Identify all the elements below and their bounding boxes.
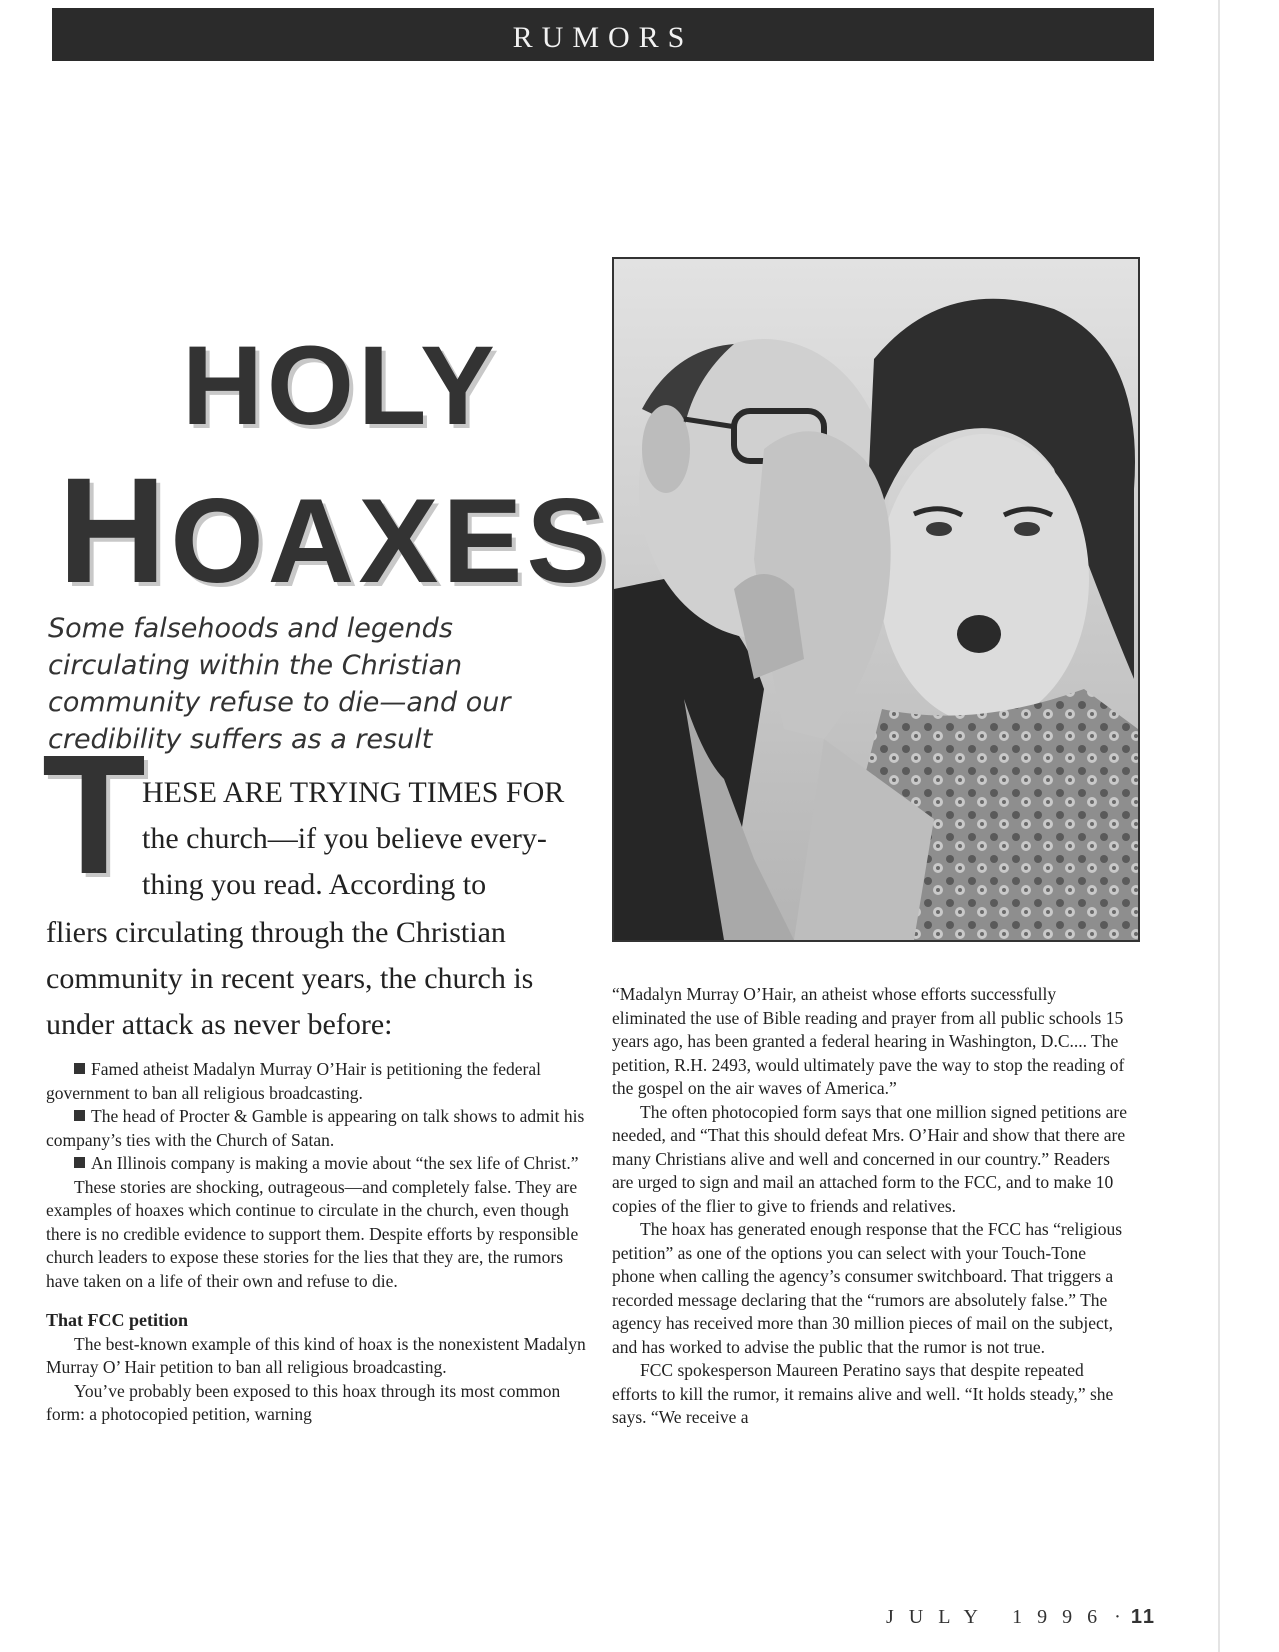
page-footer	[886, 1606, 1156, 1629]
bullet-text: Famed atheist Madalyn Murray O’Hair is petitioning the federal government to ban all religious broadcasting.	[46, 1059, 542, 1103]
paragraph: FCC spokesperson Maureen Peratino says that despite repeated efforts to kill the rumor, it remains alive and well. “It holds steady,” she says. “We receive a	[612, 1360, 1114, 1427]
page-number: 11	[1130, 1606, 1156, 1628]
paragraph: The hoax has generated enough response that the FCC has “religious petition” as one of the options you can select with your Touch-Tone phone when calling the agency’s consumer switchboard. That triggers a recorded message declaring that the “rumors are absolutely false.” The agency has received more than 30 million pieces of mail on the subject, and has worked to advise the public that the rumor is not true.	[612, 1219, 1123, 1357]
headline-line-1: HOLY	[182, 323, 499, 448]
whisper-photo	[612, 257, 1140, 942]
lead-text-part-1: HESE ARE TRYING TIMES FOR the church—if you believe everything you read. According to	[142, 776, 565, 901]
square-bullet-icon	[74, 1157, 85, 1168]
paragraph: The best-known example of this kind of hoax is the nonexistent Madalyn Murray O’ Hair petition to ban all religious broadcasting.	[46, 1333, 586, 1377]
subhead: That FCC petition	[46, 1310, 189, 1330]
square-bullet-icon	[74, 1110, 85, 1121]
square-bullet-icon	[74, 1063, 85, 1074]
paragraph: “Madalyn Murray O’Hair, an atheist whose efforts successfully eliminated the use of Bible reading and prayer from all public schools 15 years ago, has been granted a federal hearing in Washington, D.C.... The petition, R.H. 2493, would ultimately pave the way to stop the reading of the gospel on the air waves of America.”	[612, 984, 1125, 1098]
bullet-item	[46, 1105, 586, 1152]
bullet-text: The head of Procter & Gamble is appearing on talk shows to admit his company’s ties with the Church of Satan.	[46, 1106, 585, 1150]
drop-cap: T	[42, 720, 146, 910]
section-label: RUMORS	[512, 21, 694, 54]
lead-text-part-2: fliers circulating through the Christian community in recent years, the church is under attack as never before:	[46, 916, 534, 1041]
subtitle: Some falsehoods and legends circulating within the Christian community refuse to die—and our credibility suffers as a result	[48, 613, 511, 755]
bullet-text: An Illinois company is making a movie about “the sex life of Christ.”	[91, 1153, 579, 1173]
paragraph: You’ve probably been exposed to this hoax through its most common form: a photocopied petition, warning	[46, 1380, 561, 1424]
bullet-item	[46, 1058, 586, 1105]
body-column-2	[612, 983, 1132, 1430]
paragraph: The often photocopied form says that one million signed petitions are needed, and “That this should defeat Mrs. O’Hair and show that there are many Christians alive and well and concerned in our country.” Readers are urged to sign and mail an attached form to the FCC, and to make 10 copies of the flier to give to friends and relatives.	[612, 1101, 1127, 1216]
headline-initial: H	[58, 446, 171, 614]
paragraph: These stories are shocking, outrageous—and completely false. They are examples of hoaxes which continue to circulate in the church, even though there is no credible evidence to support them. Despite efforts by responsible church leaders to expose these stories for the lies that they are, the rumors have taken on a life of their own and refuse to die.	[46, 1176, 579, 1291]
body-column-1	[46, 1058, 586, 1427]
photo-illustration	[614, 259, 1138, 940]
section-header-bar	[52, 8, 1154, 61]
headline-rest: OAXES	[170, 474, 611, 608]
footer-separator: ·	[1114, 1606, 1121, 1628]
issue-date: JULY 1996	[886, 1606, 1113, 1628]
headline-line-2	[58, 446, 611, 614]
bullet-item	[46, 1152, 586, 1176]
page-edge	[1218, 0, 1220, 1652]
